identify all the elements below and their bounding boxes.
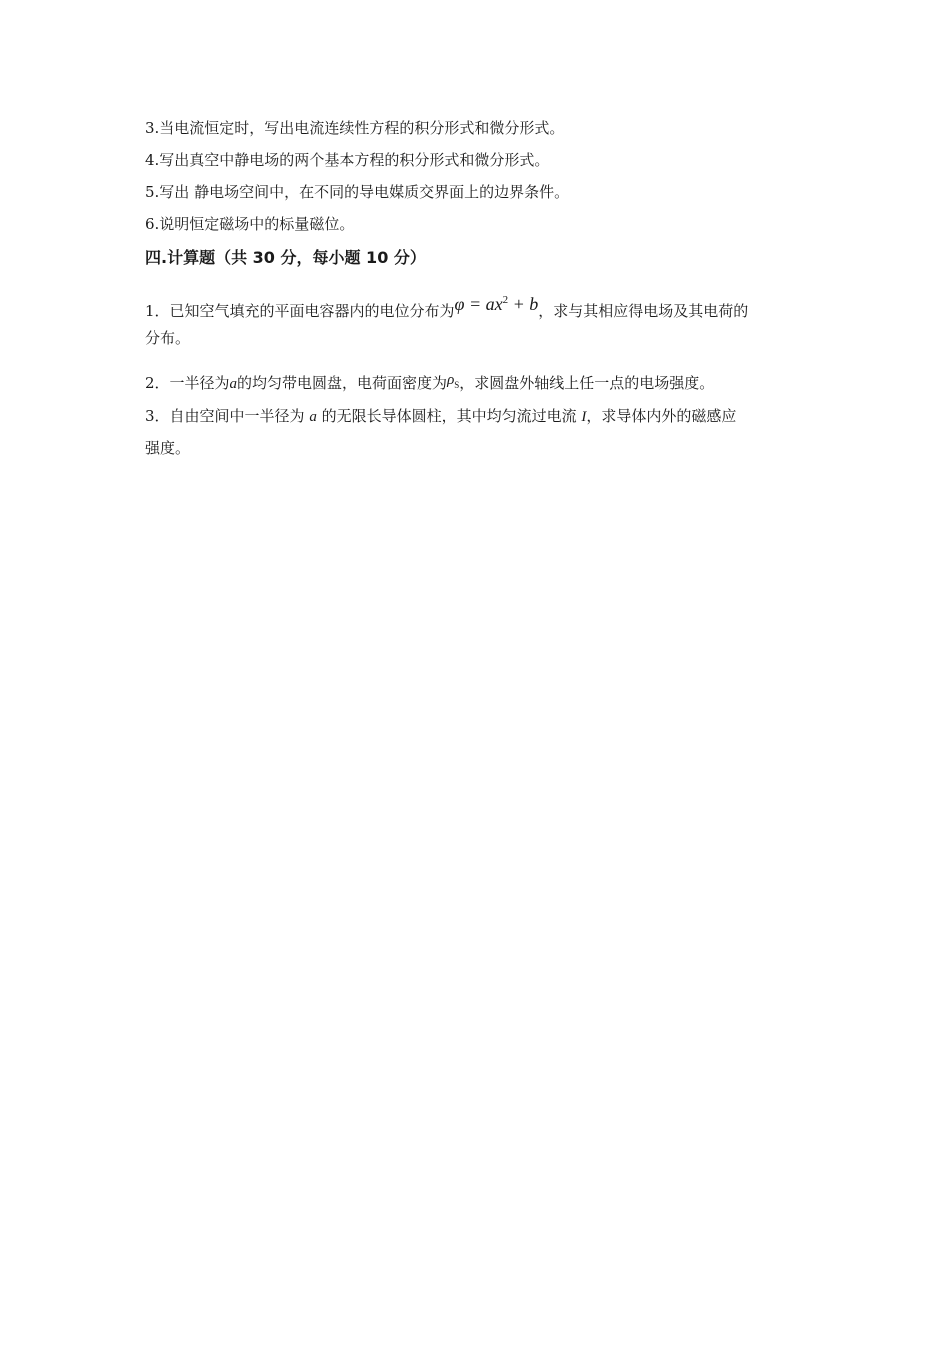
calc-question-3-line-2: 强度。 [145,439,191,457]
q2-var-a: a [229,376,238,392]
q3-middle: 的无限长导体圆柱，其中均匀流过电流 [316,407,582,425]
calc-question-1-line-2: 分布。 [145,329,191,347]
q3-prefix: 3．自由空间中一半径为 [145,407,310,425]
rho-subscript: S [454,380,460,390]
question-3-short-answer: 3.当电流恒定时，写出电流连续性方程的积分形式和微分形式。 [145,119,565,137]
rho-symbol: ρ [447,372,455,388]
formula-exponent: 2 [502,294,509,306]
section-4-heading: 四.计算题（共 30 分，每小题 10 分） [145,248,426,267]
q2-middle: 的均匀带电圆盘，电荷面密度为 [237,374,448,392]
q3-var-i: I [581,409,587,425]
question-4-short-answer: 4.写出真空中静电场的两个基本方程的积分形式和微分形式。 [145,151,550,169]
formula-lhs: φ = ax [454,294,503,314]
q3-var-a: a [309,409,317,425]
q3-suffix: ，求导体内外的磁感应 [586,407,737,425]
q1-prefix: 1．已知空气填充的平面电容器内的电位分布为 [145,302,455,320]
calc-question-3-line-1 [145,406,736,427]
question-5-short-answer: 5.写出 静电场空间中，在不同的导电媒质交界面上的边界条件。 [145,183,570,201]
q2-prefix: 2．一半径为 [145,374,230,392]
q1-suffix: ，求与其相应得电场及其电荷的 [538,302,749,320]
calc-question-2 [145,373,714,399]
question-6-short-answer: 6.说明恒定磁场中的标量磁位。 [145,215,355,233]
potential-formula [455,294,539,314]
surface-charge-density-symbol [447,372,459,388]
q2-suffix: ，求圆盘外轴线上任一点的电场强度。 [459,374,715,392]
formula-rhs: + b [508,294,539,314]
calc-question-1-line-1 [145,296,748,321]
